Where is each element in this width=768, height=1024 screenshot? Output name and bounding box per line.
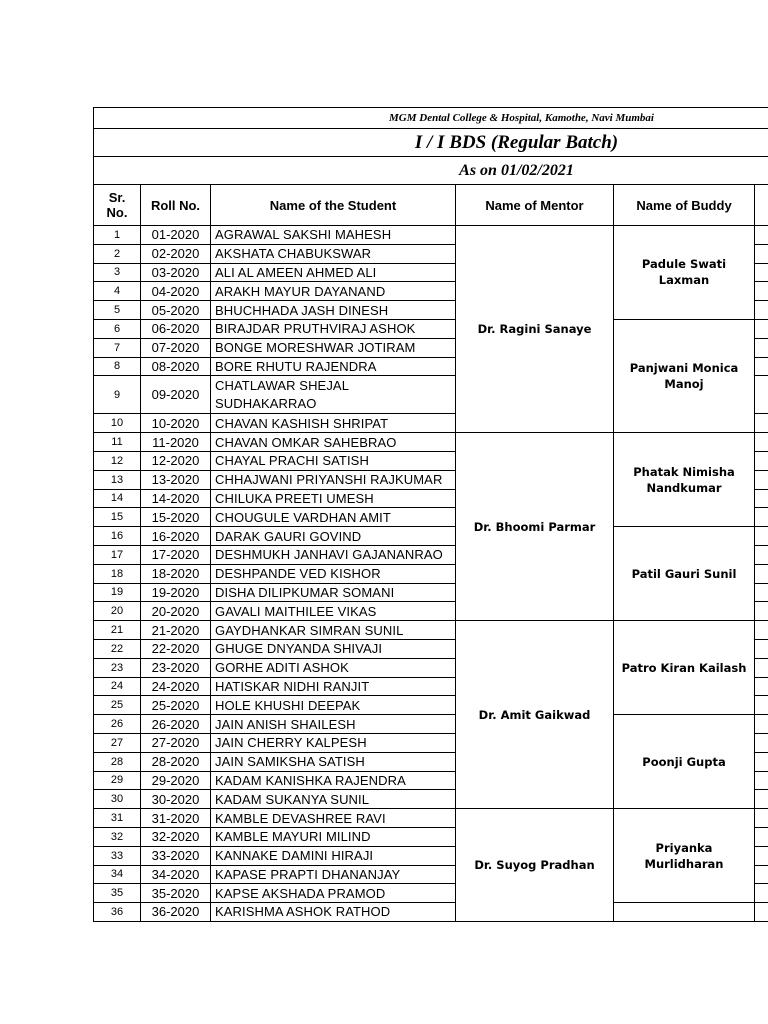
extra-cell	[755, 301, 768, 320]
student-name: JAIN ANISH SHAILESH	[211, 715, 456, 734]
table-row	[94, 527, 768, 546]
student-name: DARAK GAURI GOVIND	[211, 527, 456, 546]
student-name: CHAVAN OMKAR SAHEBRAO	[211, 433, 456, 452]
student-name: CHHAJWANI PRIYANSHI RAJKUMAR	[211, 470, 456, 489]
student-name: BIRAJDAR PRUTHVIRAJ ASHOK	[211, 319, 456, 338]
roll-no: 24-2020	[141, 677, 211, 696]
student-name: BONGE MORESHWAR JOTIRAM	[211, 338, 456, 357]
student-name: GAVALI MAITHILEE VIKAS	[211, 602, 456, 621]
as-on-date: As on 01/02/2021	[94, 157, 768, 185]
student-name: BHUCHHADA JASH DINESH	[211, 301, 456, 320]
roll-no: 21-2020	[141, 621, 211, 640]
sr-no: 2	[94, 244, 141, 263]
roll-no: 14-2020	[141, 489, 211, 508]
sr-no: 29	[94, 771, 141, 790]
sr-no: 3	[94, 263, 141, 282]
extra-cell	[755, 357, 768, 376]
student-name: KANNAKE DAMINI HIRAJI	[211, 846, 456, 865]
roll-no: 07-2020	[141, 338, 211, 357]
sr-no: 34	[94, 865, 141, 884]
mentor-sheet	[93, 107, 768, 922]
extra-cell	[755, 263, 768, 282]
extra-cell	[755, 715, 768, 734]
header-row	[94, 185, 768, 226]
roll-no: 09-2020	[141, 376, 211, 414]
student-name: ARAKH MAYUR DAYANAND	[211, 282, 456, 301]
col-name: Name of the Student	[211, 185, 456, 226]
extra-cell	[755, 903, 768, 922]
student-name: CHAVAN KASHISH SHRIPAT	[211, 414, 456, 433]
extra-cell	[755, 809, 768, 828]
extra-cell	[755, 752, 768, 771]
roll-no: 25-2020	[141, 696, 211, 715]
col-sr: Sr. No.	[94, 185, 141, 226]
buddy-name: Patil Gauri Sunil	[631, 566, 737, 581]
buddy-cell	[614, 226, 755, 320]
buddy-cell	[614, 527, 755, 621]
col-buddy: Name of Buddy	[614, 185, 755, 226]
extra-cell	[755, 827, 768, 846]
mentor-name: Dr. Amit Gaikwad	[478, 707, 591, 722]
buddy-name: Patro Kiran Kailash	[621, 660, 747, 675]
sr-no: 13	[94, 470, 141, 489]
sr-no: 31	[94, 809, 141, 828]
student-name: KADAM KANISHKA RAJENDRA	[211, 771, 456, 790]
student-name: CHAYAL PRACHI SATISH	[211, 451, 456, 470]
roll-no: 31-2020	[141, 809, 211, 828]
student-name: JAIN CHERRY KALPESH	[211, 733, 456, 752]
student-name: DESHPANDE VED KISHOR	[211, 564, 456, 583]
extra-cell	[755, 376, 768, 414]
mentor-cell	[456, 226, 614, 433]
extra-cell	[755, 545, 768, 564]
extra-cell	[755, 527, 768, 546]
sr-no: 7	[94, 338, 141, 357]
extra-cell	[755, 226, 768, 245]
sr-no: 10	[94, 414, 141, 433]
table-row	[94, 433, 768, 452]
sr-no: 27	[94, 733, 141, 752]
table-row	[94, 226, 768, 245]
extra-cell	[755, 677, 768, 696]
roll-no: 16-2020	[141, 527, 211, 546]
roll-no: 10-2020	[141, 414, 211, 433]
roll-no: 34-2020	[141, 865, 211, 884]
extra-cell	[755, 489, 768, 508]
sr-no: 32	[94, 827, 141, 846]
sr-no: 12	[94, 451, 141, 470]
sr-no: 5	[94, 301, 141, 320]
mentor-cell	[456, 621, 614, 809]
extra-cell	[755, 451, 768, 470]
table-row	[94, 621, 768, 640]
extra-cell	[755, 846, 768, 865]
extra-cell	[755, 244, 768, 263]
roll-no: 01-2020	[141, 226, 211, 245]
student-name: AGRAWAL SAKSHI MAHESH	[211, 226, 456, 245]
sr-no: 33	[94, 846, 141, 865]
extra-cell	[755, 621, 768, 640]
extra-cell	[755, 583, 768, 602]
student-name: HATISKAR NIDHI RANJIT	[211, 677, 456, 696]
roll-no: 29-2020	[141, 771, 211, 790]
roll-no: 06-2020	[141, 319, 211, 338]
roll-no: 04-2020	[141, 282, 211, 301]
roll-no: 02-2020	[141, 244, 211, 263]
student-name: KAMBLE MAYURI MILIND	[211, 827, 456, 846]
student-name: KAPASE PRAPTI DHANANJAY	[211, 865, 456, 884]
student-name: GAYDHANKAR SIMRAN SUNIL	[211, 621, 456, 640]
student-name: DISHA DILIPKUMAR SOMANI	[211, 583, 456, 602]
sr-no: 18	[94, 564, 141, 583]
sr-no: 21	[94, 621, 141, 640]
student-name: KADAM SUKANYA SUNIL	[211, 790, 456, 809]
student-name: BORE RHUTU RAJENDRA	[211, 357, 456, 376]
sr-no: 1	[94, 226, 141, 245]
institution-title: MGM Dental College & Hospital, Kamothe, Navi Mumbai	[94, 108, 768, 129]
student-name: CHOUGULE VARDHAN AMIT	[211, 508, 456, 527]
sr-no: 9	[94, 376, 141, 414]
sr-no: 16	[94, 527, 141, 546]
sr-no: 28	[94, 752, 141, 771]
student-name: JAIN SAMIKSHA SATISH	[211, 752, 456, 771]
buddy-name: Poonji Gupta	[642, 754, 726, 769]
student-table	[93, 107, 768, 922]
roll-no: 30-2020	[141, 790, 211, 809]
buddy-cell	[614, 319, 755, 432]
sr-no: 6	[94, 319, 141, 338]
roll-no: 18-2020	[141, 564, 211, 583]
buddy-name: Padule Swati Laxman	[641, 257, 727, 288]
sr-no: 36	[94, 903, 141, 922]
table-row	[94, 319, 768, 338]
roll-no: 13-2020	[141, 470, 211, 489]
mentor-name: Dr. Suyog Pradhan	[474, 858, 595, 872]
mentor-name: Dr. Ragini Sanaye	[477, 322, 592, 337]
roll-no: 32-2020	[141, 827, 211, 846]
roll-no: 15-2020	[141, 508, 211, 527]
table-row	[94, 809, 768, 828]
roll-no: 08-2020	[141, 357, 211, 376]
extra-cell	[755, 639, 768, 658]
roll-no: 05-2020	[141, 301, 211, 320]
mentor-cell	[456, 433, 614, 621]
student-name: GORHE ADITI ASHOK	[211, 658, 456, 677]
student-name: KARISHMA ASHOK RATHOD	[211, 903, 456, 922]
sr-no: 25	[94, 696, 141, 715]
student-name: CHATLAWAR SHEJAL SUDHAKARRAO	[211, 376, 456, 414]
extra-cell	[755, 564, 768, 583]
sr-no: 35	[94, 884, 141, 903]
extra-cell	[755, 733, 768, 752]
student-name: HOLE KHUSHI DEEPAK	[211, 696, 456, 715]
mentor-cell	[456, 809, 614, 922]
extra-cell	[755, 282, 768, 301]
sr-no: 15	[94, 508, 141, 527]
buddy-name: Priyanka Murlidharan	[644, 840, 724, 871]
table-body	[94, 226, 768, 922]
sr-no: 23	[94, 658, 141, 677]
student-name: ALI AL AMEEN AHMED ALI	[211, 263, 456, 282]
extra-cell	[755, 433, 768, 452]
extra-cell	[755, 602, 768, 621]
extra-cell	[755, 771, 768, 790]
table-row	[94, 715, 768, 734]
student-name: CHILUKA PREETI UMESH	[211, 489, 456, 508]
roll-no: 22-2020	[141, 639, 211, 658]
sr-no: 30	[94, 790, 141, 809]
student-name: DESHMUKH JANHAVI GAJANANRAO	[211, 545, 456, 564]
mentor-name: Dr. Bhoomi Parmar	[473, 519, 596, 534]
sr-no: 26	[94, 715, 141, 734]
roll-no: 12-2020	[141, 451, 211, 470]
extra-cell	[755, 884, 768, 903]
roll-no: 20-2020	[141, 602, 211, 621]
sr-no: 14	[94, 489, 141, 508]
roll-no: 11-2020	[141, 433, 211, 452]
buddy-cell-empty	[614, 903, 755, 922]
roll-no: 03-2020	[141, 263, 211, 282]
student-name: GHUGE DNYANDA SHIVAJI	[211, 639, 456, 658]
col-extra	[755, 185, 768, 226]
sr-no: 4	[94, 282, 141, 301]
sr-no: 17	[94, 545, 141, 564]
extra-cell	[755, 338, 768, 357]
roll-no: 35-2020	[141, 884, 211, 903]
roll-no: 17-2020	[141, 545, 211, 564]
sr-no: 24	[94, 677, 141, 696]
extra-cell	[755, 865, 768, 884]
sr-no: 11	[94, 433, 141, 452]
sr-no: 22	[94, 639, 141, 658]
roll-no: 26-2020	[141, 715, 211, 734]
roll-no: 33-2020	[141, 846, 211, 865]
sr-no: 20	[94, 602, 141, 621]
extra-cell	[755, 508, 768, 527]
extra-cell	[755, 470, 768, 489]
sr-no: 8	[94, 357, 141, 376]
roll-no: 23-2020	[141, 658, 211, 677]
roll-no: 19-2020	[141, 583, 211, 602]
extra-cell	[755, 696, 768, 715]
buddy-cell	[614, 433, 755, 527]
student-name: KAMBLE DEVASHREE RAVI	[211, 809, 456, 828]
table-row	[94, 903, 768, 922]
sr-no: 19	[94, 583, 141, 602]
extra-cell	[755, 790, 768, 809]
roll-no: 27-2020	[141, 733, 211, 752]
roll-no: 28-2020	[141, 752, 211, 771]
extra-cell	[755, 658, 768, 677]
buddy-name: Phatak Nimisha Nandkumar	[633, 464, 735, 495]
col-mentor: Name of Mentor	[456, 185, 614, 226]
col-roll: Roll No.	[141, 185, 211, 226]
student-name: KAPSE AKSHADA PRAMOD	[211, 884, 456, 903]
extra-cell	[755, 414, 768, 433]
buddy-cell	[614, 621, 755, 715]
roll-no: 36-2020	[141, 903, 211, 922]
buddy-cell	[614, 715, 755, 809]
extra-cell	[755, 319, 768, 338]
buddy-cell	[614, 809, 755, 903]
batch-title: I / I BDS (Regular Batch)	[94, 129, 768, 157]
student-name: AKSHATA CHABUKSWAR	[211, 244, 456, 263]
buddy-name: Panjwani Monica Manoj	[629, 361, 739, 392]
